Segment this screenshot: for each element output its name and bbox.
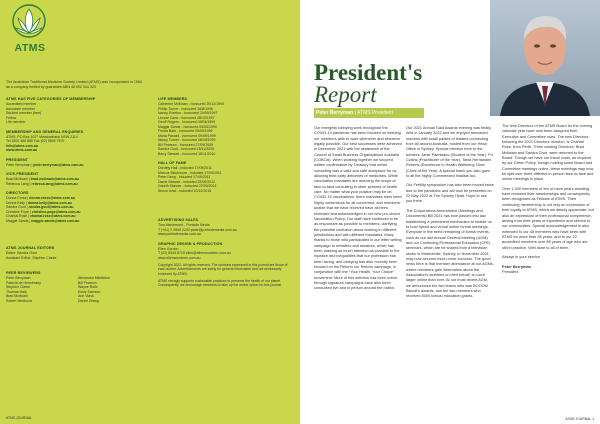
hall-of-fame-entry: Marcus Blackmore - inducted 17/09/2011 [158, 170, 222, 175]
person-email[interactable]: sandra.gout@atms.com.au [28, 205, 74, 209]
logo-text: ATMS [14, 42, 46, 54]
article-paragraph: Always in your service [502, 254, 541, 259]
environment-text: ATMS strongly supports sustainable practices to preserve the health of our planet. Consequently, we encourage members to take up the online option for this journal. [158, 278, 282, 288]
report-subtitle: Report [314, 82, 377, 107]
person-name: Christine Pope | [6, 209, 32, 214]
peer-reviewer: Daniel Zhang [78, 298, 99, 303]
peer-reviewer: Brad Mcllwain [6, 294, 28, 298]
article-paragraph: The Corporations Amendment (Meetings and Documents) Bill 2021 has now passed into law, establishing a permanent mechanism to enable us to hold hybrid and virtual online formal meetings. Everyone in the need remaining of formal events, such as our last Annual General Meeting (AGM) and our Continuing Professional Education (CPE) seminars, which are be shared from a television studio in Marrickville, Sydney, in November 2021, may now become much more common. The good news here is that member attendance at our AGMs, where members gain information about the Association's activities on their behalf, is much larger online than ever. At our most recent AGM, we announced the two teams who was BOOOM Biscuit's awards, and the two members who received 5000 bonus/ education grants. [406, 208, 494, 299]
journal-editor: Editor: Sandra Gout [6, 251, 37, 255]
vice-heading: VICE-PRESIDENT [6, 172, 39, 176]
article-column-1 [314, 126, 402, 296]
hall-of-fame-entry: Simon Ichol - inducted 10/12/2015 [158, 188, 212, 193]
peer-reviewer: Emily Samson [78, 289, 101, 294]
ads-line: T (+61) 2 9999 2233 peter@portsidemedia.com.au [158, 227, 237, 232]
article-paragraph: Our 2021 Annual Gala Awards evening was finally held in January 2022 and we enjoyed renowned success with small parties of leaders connecting from all around Australia, hosted from our Head Office in Sydney. Special mention here to the winners: Janie Palmisano (Student of the Year), Pri Collins (Practitioner of the Year), Tania Hernandez Roberts (Excellence in Health Wellbeing Clinic (Clinic of the Year). A special thank you also goes to all the highly Commended finalists too. [406, 126, 493, 179]
life-heading: LIFE MEMBERS [158, 97, 188, 101]
left-page-number: ATMS JOURNAL [6, 416, 32, 420]
membership-item: Student member (free) [6, 111, 42, 115]
article-column-2 [406, 126, 494, 304]
signature-role: President [502, 269, 519, 275]
life-member: Phillip Turner - honoured 16/8/1996 [158, 106, 213, 111]
person-name: Maggie Sands | [6, 218, 32, 223]
person-name: Rebecca Lang | [6, 181, 32, 186]
peer-heading: PEER REVIEWERS [6, 271, 41, 275]
renewals-heading: MEMBERSHIP AND GENERAL ENQUIRIES [6, 129, 84, 134]
byline: Peter Berryman | ATMS President [316, 110, 394, 116]
enquiry-line[interactable]: info@atms.com.au [6, 143, 39, 148]
design-heading: GRAPHIC DESIGN & PRODUCTION [158, 241, 223, 246]
copyright-text: Copyright 2022. All rights reserved. The opinions expressed in this journal are those of each author. Advertisements are solely for general information and not necessarily endorsed by ATMS. [158, 263, 288, 276]
ads-line: Tom Marchmont - Portside Media [158, 223, 210, 227]
person-name: Chantal Rose | [6, 214, 31, 218]
journal-heading: ATMS JOURNAL EDITORS [6, 246, 55, 250]
ads-line: www.portsidemedia.com.au [158, 232, 201, 236]
vice-president-entry [6, 182, 150, 187]
design-line: www.ellenwoodeen.com.au [158, 255, 201, 260]
peer-reviewer: Wayne Rollo [78, 285, 98, 289]
person-email[interactable]: rebecca.lang@atms.com.au [31, 181, 78, 186]
membership-heading: ATMS HAS FIVE CATEGORIES OF MEMBERSHIP [6, 97, 96, 101]
design-line: T (02) 8544 8715 ellen@ellenwoodeen.com.au [158, 251, 231, 255]
membership-item: Associate member [6, 106, 35, 111]
person-email[interactable]: chantal.rose@atms.com.au [30, 214, 76, 218]
hall-of-fame-entry: Peter Deng - inducted 17/09/2011 [158, 175, 211, 179]
lotus-logo-icon [10, 4, 48, 44]
life-member: Catherine McEwan - honoured 20/12/1994 [158, 102, 224, 106]
article-paragraph: Over 1,000 members of ten or more years standing have renewed their memberships and consequently been recognised as Fellows of ATMS. Their continuing membership is not only an expression of their loyalty to ATMS, which we deeply appreciate, but also an expression of their professional competence, arising from their years of experience and service to our communities. Special acknowledgement is also extended to our 48 members who have been with ATMS for more than 35 years, and to our 22 accredited members over 85 years of age who are still in practice. Well done to all of them. [502, 186, 594, 250]
peer-reviewer: Stephen Clarke [6, 285, 31, 289]
hall-heading: HALL OF FAME [158, 161, 187, 165]
article-paragraph: Our energetic lobbying work throughout the COVID-19 pandemic has been focused on keeping our members able to work whenever and wherever legally possible. Our best successes were achieved in December 2021 with the assistance of the Council of Small Business Organisations Australia (COBOA). When working together we secured written confirmation by Treasury that online consulting was a valid and safe workplace for us, allowing third party deliveries of medicines. While vaccination mandates are reducing the scope of face-to-face consulting in other spheres of health care. No matter what your position may be on COVID-19 vaccinations, there mandates have been highly contentious for all concerned, and members' unable that we have received have all been reviewed and acknowledged in our new pro-choice Vaccination Policy. Our staff have continued to be as responsive as possible to members, clarifying the potential confusion about working in different jurisdictions and with different mandates. Many thanks to those who participated in our letter writing campaign to ministers and senators, which has been drawing as much attention as possible to the injustice and inequalities that our profession has been facing, and lobbying has also recently been focused on the Reform our Reform campaign, in conjunction with the "Your Health, Your Choice" movement. More of this activism has been online, through signature campaigns have also been conducted live and in person around the nation. [314, 126, 402, 291]
peer-reviewer: Thomas Hale [6, 289, 27, 294]
person-email[interactable]: maggie.sands@atms.com.au [31, 218, 80, 223]
membership-item: Life member [6, 120, 26, 124]
life-member: Sandra Gout - honoured 18/11/2009 [158, 147, 214, 151]
byline-name: Peter Berryman [316, 110, 354, 116]
person-email[interactable]: brad.mcilwain@atms.com.au [30, 177, 79, 181]
life-member: Geoff Rogers - honoured 09/04/1999 [158, 120, 216, 124]
person-name: Donna Kelly | [6, 200, 28, 205]
report-title: President's [314, 60, 423, 85]
peer-reviewer: Peter Berryman [6, 276, 31, 280]
peer-reviewer: Bill Pearson [78, 280, 97, 285]
person-email[interactable]: donna.cross@atms.com.au [29, 196, 75, 200]
right-page-number: ATMS JOURNAL 1 [565, 417, 594, 421]
directors-heading: DIRECTORS [6, 191, 29, 195]
membership-item: Accredited member [6, 102, 37, 106]
person-email[interactable]: donna.kelly@atms.com.au [27, 200, 72, 205]
president-photo [490, 0, 600, 116]
right-page [300, 0, 600, 424]
person-name: Brad Mcllwain | [6, 177, 31, 181]
life-member: Maggie Sands - honoured 05/05/1999 [158, 124, 217, 129]
hall-of-fame-entry: Dorothy Hall - inducted 17/09/2011 [158, 166, 212, 170]
article-paragraph: The time Directors of the ATMS Board for the coming calendar year have now been assigned their Executive and Committee roles. The new Directors following the 2021 Directors' election, is Chantal Rose, from Perth. Three existing Directors, Brad Mcllwain and Sandra Gout, were returned to the Board. Though we have our travel costs, as required by our Green Policy, though holding some Board and Committee meetings online, these meetings may now be split over three different in-person face-to-face and online meetings in place. [502, 124, 594, 182]
person-name: Donna Cross | [6, 196, 30, 200]
peer-reviewer: Patricia de Hennessey [6, 280, 42, 285]
intro-text: The Australian Traditional-Medicine Society Limited (ATMS) was incorporated in 1984 as a company limited by guarantee ABN 48 002 344 323 [6, 80, 142, 89]
signature-name: Peter Berryman [502, 264, 531, 270]
enquiry-line: ATMS, PO Box 1027 Meadowbank NSW 2114 [6, 134, 78, 139]
person-email[interactable]: peter.berryman@atms.com.au [33, 162, 84, 167]
signature [502, 264, 594, 274]
person-email[interactable]: christine.pope@atms.com.au [31, 209, 81, 214]
president-entry [6, 163, 150, 168]
enquiry-line[interactable]: www.atms.com.au [6, 148, 38, 152]
life-member: Lenore Cane - honoured 28/10/1997 [158, 115, 215, 120]
journal-editor: Assistant Editor: Stephen Clarke [6, 255, 57, 260]
article-column-3 [502, 124, 594, 274]
peer-reviewer: Robert Medhurst [6, 298, 33, 303]
right-column [158, 97, 294, 287]
peer-reviewer: Alexandra Middleton [78, 276, 110, 280]
life-member: Maria Pasaini - honoured 09/09/1999 [158, 133, 216, 138]
person-name: Sandra Gout | [6, 205, 29, 209]
life-member: Nancy Everton - honoured 20/09/1997 [158, 111, 218, 115]
hall-of-fame-entry: Dame Stewart - inducted 22/09/2012 [158, 179, 216, 184]
life-member: Bill Pearson - honoured 27/09/2005 [158, 142, 214, 147]
byline-role: ATMS President [357, 110, 394, 116]
ads-heading: ADVERTISING SALES [158, 218, 199, 222]
president-heading: PRESIDENT [6, 157, 29, 162]
left-column [6, 97, 150, 303]
hall-of-fame-entry: Gareth Skinner - inducted 22/09/2013 [158, 184, 217, 188]
peer-reviewer: Ann Vlass [78, 294, 94, 298]
life-member: Nancy Turner - honoured 08/09/1999 [158, 138, 216, 142]
person-name: Peter Berryman | [6, 162, 34, 167]
life-member: Barry Stewart - honoured 18/11/2010 [158, 151, 216, 156]
article-paragraph: Our Fertility symposium has also been moved twice due to the pandemic and will now be presented on 22 May 2022 at The Sydney Hyatt. Hope to see you there. [406, 183, 494, 204]
enquiry-line: Tel 1800 456 855 Fax (02) 9809 7570 [6, 139, 65, 143]
life-member: Frieda Bath - honoured 09/09/1999 [158, 129, 213, 133]
design-line: Ellen Gordon [158, 246, 179, 251]
membership-item: Fellow [6, 115, 17, 120]
atms-logo [6, 4, 52, 64]
